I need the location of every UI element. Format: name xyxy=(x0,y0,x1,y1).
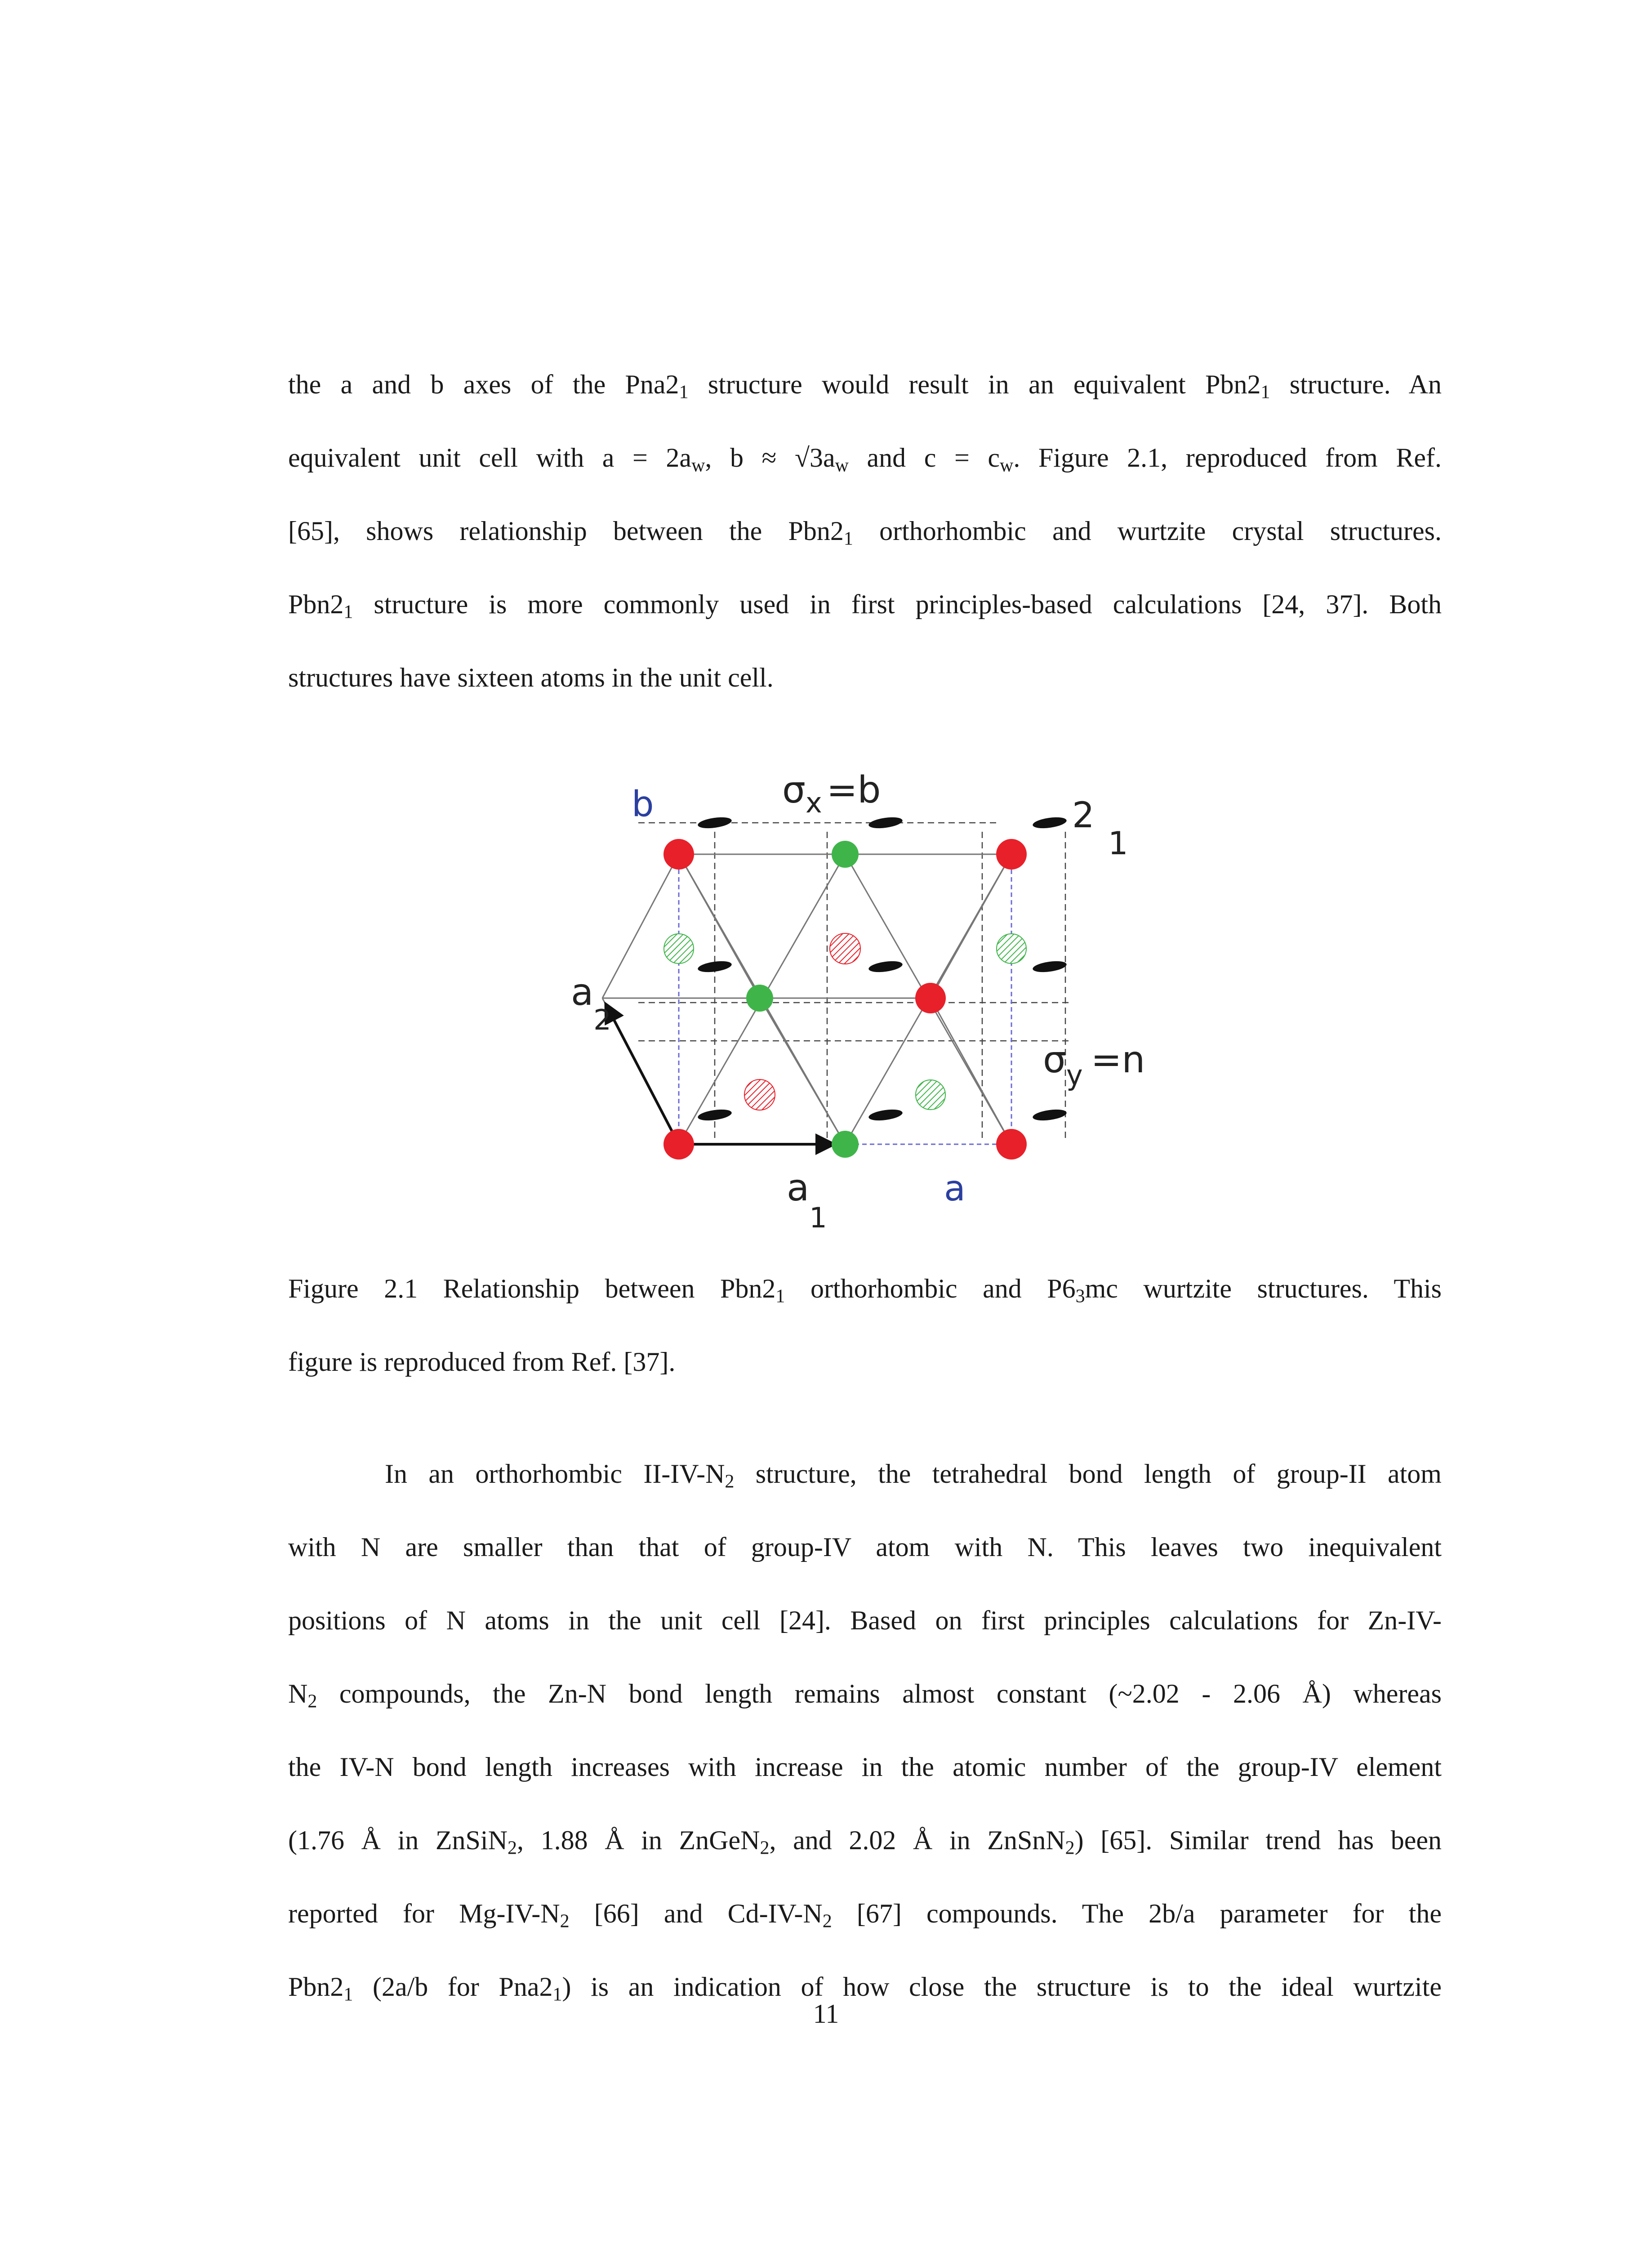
figure-caption xyxy=(288,1271,1442,1383)
vector-a2 xyxy=(607,1006,679,1144)
text-line: equivalent unit cell with $a = 2a_w$, $b \approx √3a_w$ and $c = c_w$. Figure 2.1, reproduced from Ref. xyxy=(288,443,1442,476)
text-line: In an orthorhombic $II-IV-N_2$ structure, the tetrahedral bond length of group-II atom xyxy=(385,1459,1442,1492)
page-number: 11 xyxy=(813,1999,839,2029)
text-line: [65], shows relationship between the $Pbn2_1$ orthorhombic and wurtzite crystal structures. xyxy=(288,516,1442,549)
blue-unit-cell xyxy=(679,854,1011,1144)
text-line: $N_2$ compounds, the Zn-N bond length remains almost constant (~2.02 - 2.06 Å) whereas xyxy=(288,1679,1442,1712)
text-line: the IV-N bond length increases with increase in the atomic number of the group-IV element xyxy=(288,1752,1442,1782)
label-a1: $a_1$ xyxy=(787,1167,827,1234)
top-paragraph xyxy=(288,366,1442,708)
text-line: figure is reproduced from Ref. [37]. xyxy=(288,1347,676,1377)
text-line: (1.76 Å in ZnSiN$_2$, 1.88 Å in ZnGeN$_2$, and 2.02 Å in ZnSnN$_2$) [65]. Similar trend has been xyxy=(288,1825,1442,1859)
label-a2: $a_2$ xyxy=(571,971,611,1036)
text-line: positions of N atoms in the unit cell [24]. Based on first principles calculations for Zn-IV- xyxy=(288,1606,1442,1635)
text-line: structures have sixteen atoms in the unit cell. xyxy=(288,663,774,692)
body-paragraph xyxy=(288,1456,1442,2009)
label-screw-1: 1 xyxy=(1108,825,1128,862)
label-screw-2: 2 xyxy=(1072,795,1095,836)
label-sigma-y: $\sigma_y =n$ xyxy=(1043,1039,1145,1092)
text-line: Figure 2.1 Relationship between $Pbn2_1$ orthorhombic and $P6_3mc$ wurtzite structures. This xyxy=(288,1274,1442,1307)
text-line: reported for $Mg-IV-N_2$ [66] and $Cd-IV-N_2$ [67] compounds. The 2b/a parameter for the xyxy=(288,1899,1442,1932)
label-a: a xyxy=(944,1169,966,1209)
label-b: b xyxy=(632,784,654,825)
green-atoms xyxy=(746,841,859,1158)
crystal-structure-figure xyxy=(562,769,1200,1236)
text-line: $Pbn2_1$ (2a/b for $Pna2_1$) is an indication of how close the structure is to the ideal wurtzite xyxy=(288,1972,1442,2005)
hatched-atoms xyxy=(664,933,1026,1110)
label-sigma-x: $\sigma_x =b$ xyxy=(782,769,881,819)
text-line: the a and b axes of the $Pna2_1$ structure would result in an equivalent $Pbn2_1$ structure. An xyxy=(288,370,1442,403)
text-line: with N are smaller than that of group-IV atom with N. This leaves two inequivalent xyxy=(288,1532,1442,1562)
triangular-lattice xyxy=(602,854,1011,1144)
text-line: $Pbn2_1$ structure is more commonly used in first principles-based calculations [24, 37]. Both xyxy=(288,589,1442,623)
